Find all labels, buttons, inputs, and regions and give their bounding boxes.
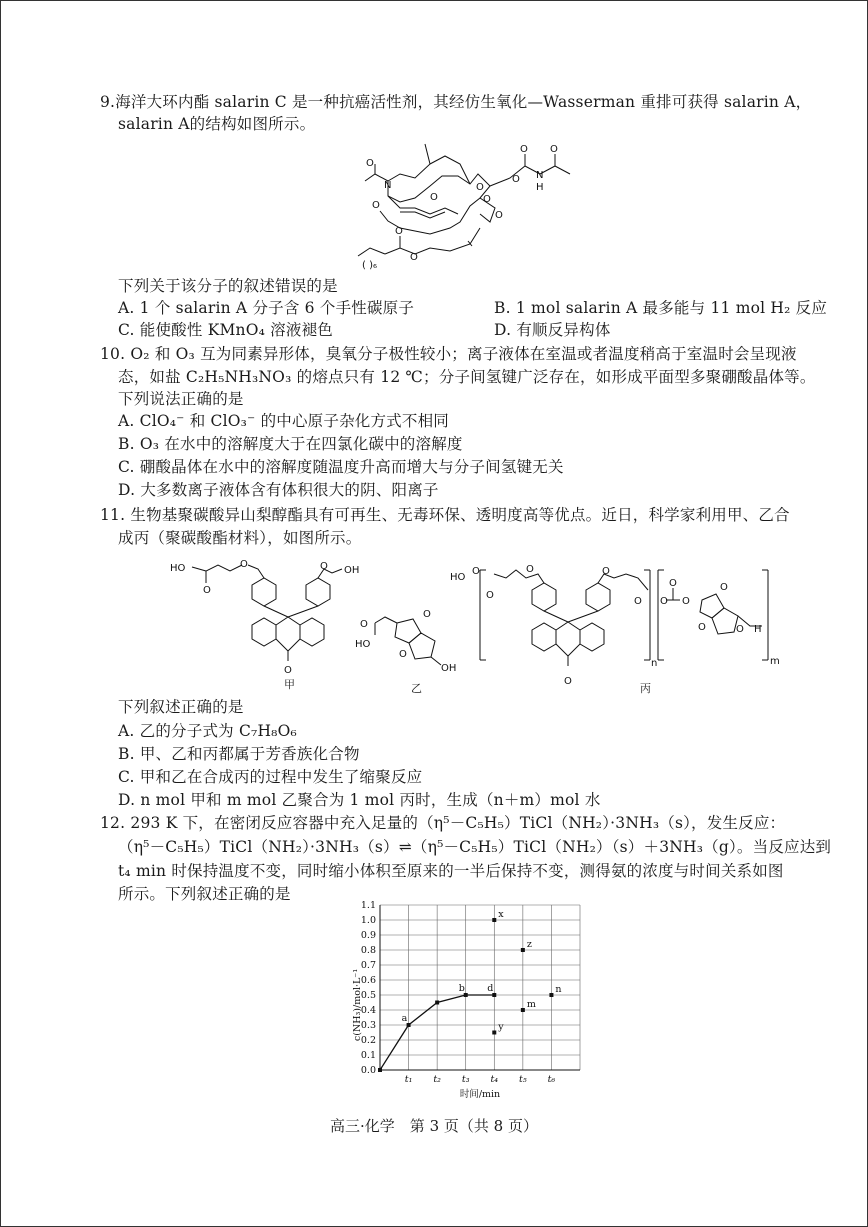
chart-grid (380, 905, 580, 1070)
y-tick-label: 0.9 (360, 930, 376, 941)
svg-text:O: O (410, 252, 418, 263)
q9-option-d: D. 有顺反异构体 (494, 321, 611, 339)
chart-ylabel: c(NH₃)/mol·L⁻¹ (352, 968, 363, 1042)
y-tick-label: 0.0 (360, 1065, 376, 1076)
svg-text:O: O (698, 622, 706, 633)
svg-text:HO: HO (450, 572, 466, 583)
svg-text:OH: OH (441, 663, 457, 674)
y-tick-label: 0.2 (360, 1035, 376, 1046)
y-tick-label: 0.1 (360, 1050, 376, 1061)
svg-text:H: H (536, 182, 544, 193)
x-tick-label: t₅ (519, 1074, 527, 1085)
data-point-label: n (555, 984, 562, 995)
q9-option-c: C. 能使酸性 KMnO₄ 溶液褪色 (118, 321, 333, 339)
data-point-label: d (487, 983, 494, 994)
data-point (378, 1068, 382, 1072)
x-tick-label: t₃ (461, 1074, 470, 1085)
q11-stem-line-2: 成丙（聚碳酸酯材料），如图所示。 (118, 529, 362, 547)
q10-stem-line-2: 态，如盐 C₂H₅NH₃NO₃ 的熔点只有 12 ℃；分子间氢键广泛存在，如形成平面型多聚硼酸晶体等。 (118, 368, 816, 386)
svg-text:O: O (430, 192, 438, 203)
data-point (435, 1001, 439, 1005)
data-point-label: x (498, 909, 504, 920)
x-tick-label: t₂ (433, 1074, 441, 1085)
q11-option-c: C. 甲和乙在合成丙的过程中发生了缩聚反应 (118, 768, 423, 786)
data-point-label: y (498, 1021, 504, 1033)
q10-prompt: 下列说法正确的是 (118, 390, 244, 408)
svg-text:O: O (602, 566, 610, 577)
svg-text:O: O (512, 174, 520, 185)
svg-text:HO: HO (170, 563, 186, 574)
svg-text:O: O (320, 561, 328, 572)
chart-axes (380, 905, 580, 1070)
q9-stem-line-1: 9.海洋大环内酯 salarin C 是一种抗癌活性剂，其经仿生氧化—Wasserman 重排可获得 salarin A， (100, 93, 812, 111)
x-tick-label: t₁ (404, 1074, 413, 1085)
q12-prompt: 所示。下列叙述正确的是 (118, 885, 291, 903)
svg-text:HO: HO (355, 639, 371, 650)
mol-label-jia: 甲 (284, 678, 295, 691)
chart-xlabel: 时间/min (459, 1089, 501, 1100)
q11-prompt: 下列叙述正确的是 (118, 698, 244, 716)
svg-text:m: m (770, 656, 780, 667)
svg-text:O: O (372, 200, 380, 211)
data-point (549, 993, 553, 997)
svg-text:O: O (395, 226, 403, 237)
svg-text:O: O (736, 624, 744, 635)
mol-label-yi: 乙 (411, 682, 422, 695)
q10-option-b: B. O₃ 在水中的溶解度大于在四氯化碳中的溶解度 (118, 435, 463, 453)
y-tick-label: 0.8 (360, 945, 376, 956)
compound-yi-structure (355, 605, 465, 684)
svg-text:OH: OH (344, 565, 360, 576)
y-tick-label: 1.0 (360, 915, 376, 926)
data-point-label: m (526, 999, 536, 1010)
svg-text:O: O (520, 144, 528, 155)
nh3-concentration-chart (330, 895, 590, 1110)
y-tick-label: 0.6 (360, 975, 376, 986)
svg-text:O: O (720, 582, 728, 593)
svg-text:N: N (384, 180, 392, 191)
svg-text:O: O (660, 596, 668, 607)
q9-prompt: 下列关于该分子的叙述错误的是 (118, 277, 338, 295)
data-point-label: z (526, 939, 532, 950)
svg-text:O: O (476, 182, 484, 193)
q9-option-a: A. 1 个 salarin A 分子含 6 个手性碳原子 (118, 299, 415, 317)
q11-option-d: D. n mol 甲和 m mol 乙聚合为 1 mol 丙时，生成（n＋m）mol 水 (118, 791, 601, 809)
page-footer: 高三·化学 第 3 页（共 8 页） (330, 1117, 538, 1135)
q10-option-a: A. ClO₄⁻ 和 ClO₃⁻ 的中心原子杂化方式不相同 (118, 412, 449, 430)
svg-text:n: n (651, 658, 658, 669)
svg-text:O: O (483, 194, 491, 205)
svg-text:O: O (240, 559, 248, 570)
data-point (492, 1031, 496, 1035)
q12-stem-line-1: 12. 293 K 下，在密闭反应容器中充入足量的（η⁵－C₅H₅）TiCl（NH₂）·3NH₃（s），发生反应： (100, 814, 786, 832)
svg-text:O: O (634, 596, 642, 607)
svg-text:O: O (564, 676, 572, 687)
x-tick-label: t₄ (490, 1074, 499, 1085)
y-tick-label: 0.7 (360, 960, 376, 971)
q11-stem-line-1: 11. 生物基聚碳酸异山梨醇酯具有可再生、无毒环保、透明度高等优点。近日，科学家利用甲、乙合 (100, 506, 790, 524)
svg-text:O: O (550, 144, 558, 155)
q11-option-a: A. 乙的分子式为 C₇H₈O₆ (118, 722, 297, 740)
svg-text:O: O (366, 158, 374, 169)
svg-text:O: O (423, 609, 431, 620)
compound-jia-structure (170, 555, 370, 689)
compound-bing-structure (450, 560, 780, 694)
y-tick-label: 0.3 (360, 1020, 376, 1031)
svg-text:O: O (669, 578, 677, 589)
data-point-label: b (458, 983, 465, 994)
salarin-a-structure (362, 136, 620, 275)
data-point (521, 948, 525, 952)
mol-label-bing: 丙 (640, 682, 651, 695)
svg-text:O: O (486, 590, 494, 601)
x-tick-label: t₆ (547, 1074, 556, 1085)
svg-text:N: N (536, 170, 544, 181)
q12-stem-line-2: （η⁵－C₅H₅）TiCl（NH₂）·3NH₃（s）⇌（η⁵－C₅H₅）TiCl（NH₂）（s）＋3NH₃（g）。当反应达到 (118, 838, 832, 856)
svg-text:O: O (526, 564, 534, 575)
q10-stem-line-1: 10. O₂ 和 O₃ 互为同素异形体，臭氧分子极性较小；离子液体在室温或者温度稍高于室温时会呈现液 (100, 345, 797, 363)
svg-text:( )₆: ( )₆ (362, 260, 377, 271)
svg-text:H: H (754, 624, 762, 635)
q10-option-c: C. 硼酸晶体在水中的溶解度随温度升高而增大与分子间氢键无关 (118, 458, 564, 476)
q12-stem-line-3: t₄ min 时保持温度不变，同时缩小体积至原来的一半后保持不变，测得氨的浓度与时间关系如图 (118, 862, 784, 880)
svg-text:O: O (472, 566, 480, 577)
y-tick-label: 0.4 (360, 1005, 376, 1016)
y-tick-label: 1.1 (360, 900, 376, 911)
svg-text:O: O (360, 619, 368, 630)
q9-stem-line-2: salarin A的结构如图所示。 (118, 115, 316, 133)
svg-text:O: O (203, 585, 211, 596)
q10-option-d: D. 大多数离子液体含有体积很大的阴、阳离子 (118, 481, 439, 499)
q9-option-b: B. 1 mol salarin A 最多能与 11 mol H₂ 反应 (494, 299, 828, 317)
svg-text:O: O (399, 649, 407, 660)
svg-text:O: O (284, 665, 292, 676)
data-point (492, 918, 496, 922)
data-point-label: a (401, 1013, 408, 1024)
y-tick-label: 0.5 (360, 990, 376, 1001)
svg-text:O: O (682, 596, 690, 607)
data-point (521, 1008, 525, 1012)
chart-marks (378, 909, 562, 1072)
q11-option-b: B. 甲、乙和丙都属于芳香族化合物 (118, 745, 360, 763)
svg-text:O: O (495, 210, 503, 221)
